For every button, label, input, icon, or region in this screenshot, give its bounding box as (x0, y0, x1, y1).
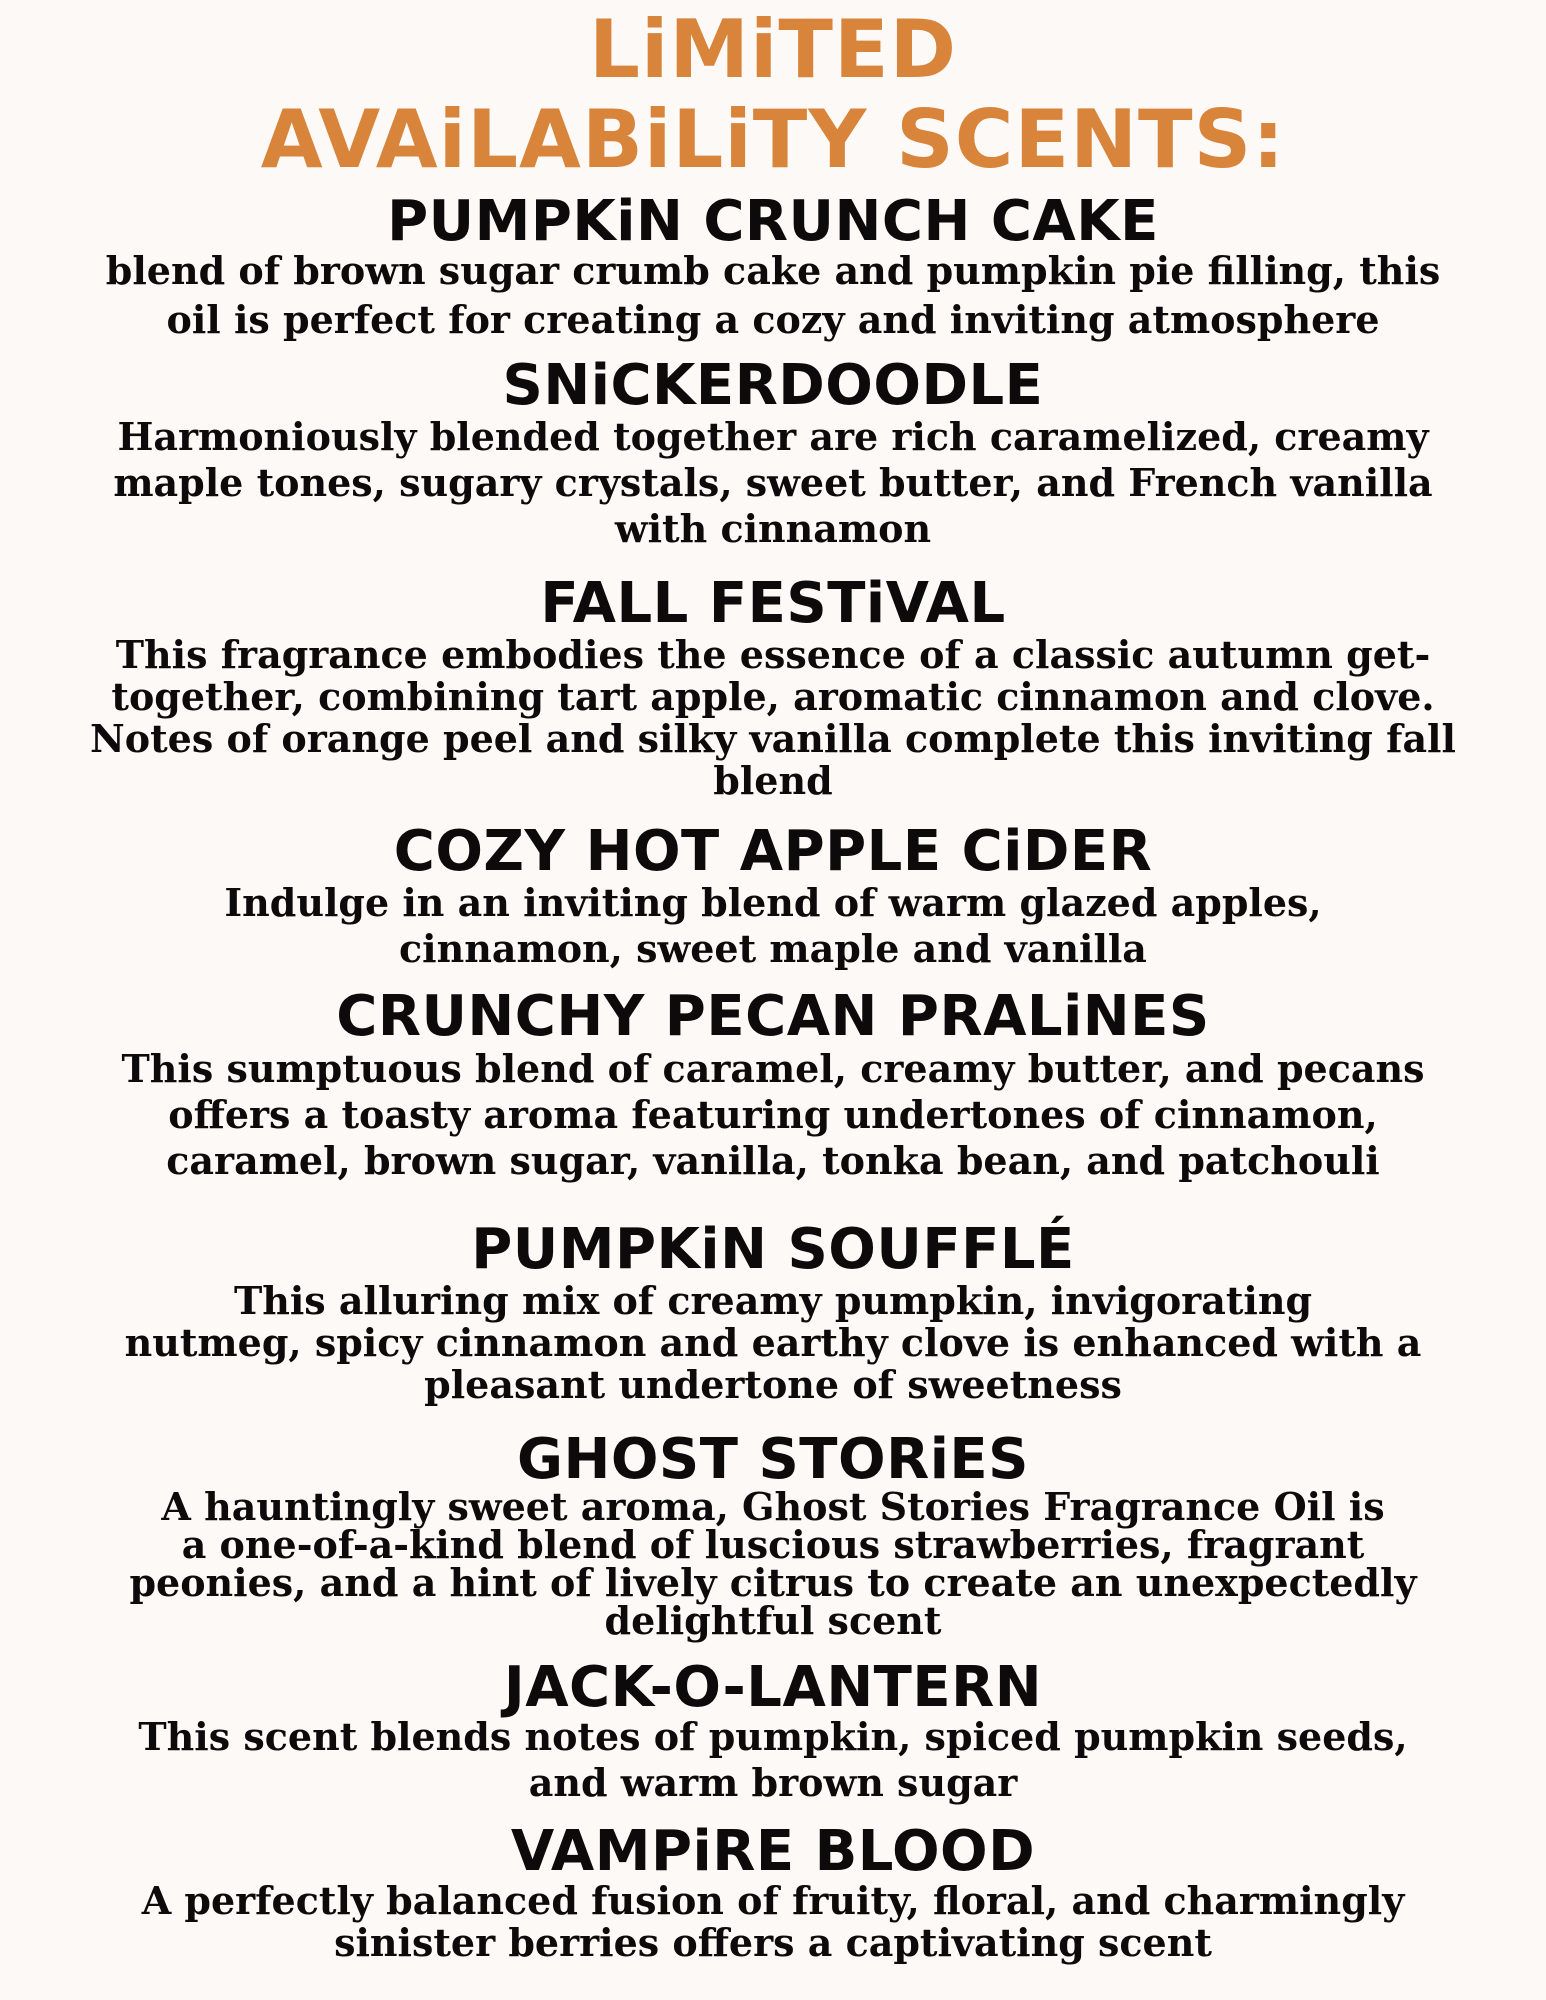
description-line: with cinnamon (614, 506, 932, 551)
scent-name-ghost-stories: GHOST STORiES (516, 1427, 1029, 1492)
description-line: nutmeg, spicy cinnamon and earthy clove is enhanced with a (124, 1320, 1422, 1365)
description-line: This sumptuous blend of caramel, creamy butter, and pecans (121, 1046, 1425, 1091)
description-line: A perfectly balanced fusion of fruity, floral, and charmingly (141, 1878, 1405, 1923)
description-line: sinister berries offers a captivating scent (334, 1920, 1212, 1965)
description-line: oil is perfect for creating a cozy and inviting atmosphere (166, 297, 1380, 342)
title-line-2: AVAiLABiLiTY SCENTS: (260, 93, 1286, 186)
description-line: offers a toasty aroma featuring undertones of cinnamon, (168, 1092, 1378, 1137)
description-line: delightful scent (604, 1598, 942, 1643)
description-line: A hauntingly sweet aroma, Ghost Stories Fragrance Oil is (161, 1484, 1385, 1529)
scent-description-fall-festival (0, 634, 1546, 802)
scent-name-pumpkin-crunch-cake: PUMPKiN CRUNCH CAKE (387, 189, 1159, 254)
scent-description-cozy-hot-apple-cider (0, 880, 1546, 972)
description-line: a one-of-a-kind blend of luscious strawberries, fragrant (181, 1522, 1365, 1567)
description-line: This alluring mix of creamy pumpkin, invigorating (233, 1278, 1313, 1323)
scent-description-pumpkin-crunch-cake (0, 246, 1546, 344)
scent-description-snickerdoodle (0, 414, 1546, 552)
scent-name-crunchy-pecan-pralines: CRUNCHY PECAN PRALiNES (336, 984, 1210, 1049)
description-line: Notes of orange peel and silky vanilla complete this inviting fall (90, 716, 1456, 761)
scent-description-ghost-stories (0, 1484, 1546, 1643)
description-line: pleasant undertone of sweetness (424, 1362, 1122, 1407)
scent-name-fall-festival: FALL FESTiVAL (540, 571, 1006, 636)
description-line: cinnamon, sweet maple and vanilla (399, 926, 1147, 971)
description-line: blend (713, 758, 833, 803)
scent-description-crunchy-pecan-pralines (0, 1046, 1546, 1184)
title-line-1: LiMiTED (588, 3, 958, 96)
scent-description-jack-o-lantern (0, 1714, 1546, 1806)
description-line: and warm brown sugar (528, 1760, 1018, 1805)
description-line: caramel, brown sugar, vanilla, tonka bean, and patchouli (166, 1138, 1380, 1183)
scent-name-cozy-hot-apple-cider: COZY HOT APPLE CiDER (393, 819, 1153, 884)
scent-name-jack-o-lantern: JACK-O-LANTERN (503, 1655, 1043, 1720)
scent-name-snickerdoodle: SNiCKERDOODLE (502, 353, 1044, 418)
description-line: blend of brown sugar crumb cake and pumpkin pie filling, this (105, 248, 1441, 293)
scent-name-pumpkin-souffle: PUMPKiN SOUFFLÉ (471, 1217, 1075, 1282)
description-line: This fragrance embodies the essence of a classic autumn get- (115, 632, 1431, 677)
scent-description-pumpkin-souffle (0, 1280, 1546, 1406)
scent-description-vampire-blood (0, 1880, 1546, 1964)
scent-name-vampire-blood: VAMPiRE BLOOD (510, 1819, 1036, 1884)
description-line: maple tones, sugary crystals, sweet butter, and French vanilla (113, 460, 1433, 505)
description-line: together, combining tart apple, aromatic cinnamon and clove. (111, 674, 1435, 719)
description-line: Indulge in an inviting blend of warm glazed apples, (224, 880, 1322, 925)
description-line: This scent blends notes of pumpkin, spiced pumpkin seeds, (138, 1714, 1408, 1759)
description-line: Harmoniously blended together are rich caramelized, creamy (117, 414, 1429, 459)
description-line: peonies, and a hint of lively citrus to create an unexpectedly (129, 1560, 1417, 1605)
